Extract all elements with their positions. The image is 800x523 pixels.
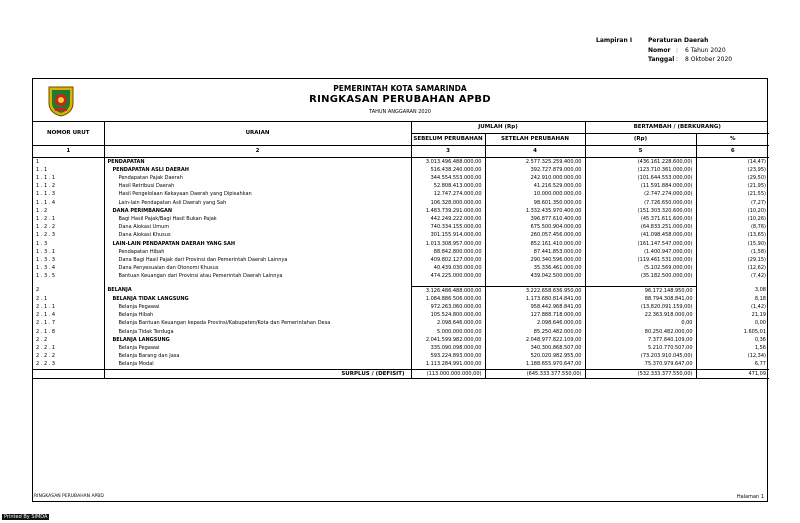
row-selisih: (119.461.531.000,00) [585,256,696,264]
row-setelah: 35.336.461.000,00 [485,264,585,272]
table-row [33,166,769,174]
row-uraian: Hasil Retribusi Daerah [104,182,411,190]
row-setelah: 41.216.529.000,00 [485,182,585,190]
row-number: 1 . 1 . 1 [36,174,56,181]
row-pct: 3,08 [696,286,769,295]
row-selisih: (101.644.553.000,00) [585,174,696,182]
row-uraian: Dana Alokasi Umum [104,223,411,231]
col-pct: % [696,133,769,145]
table-row [33,344,769,352]
lampiran-block [596,36,732,65]
row-sebelum: 474.225.000.000,00 [411,272,485,280]
row-sebelum: 88.842.800.000,00 [411,248,485,256]
row-setelah: 98.601.350.000,00 [485,199,585,207]
lampiran-label: Lampiran I [596,37,633,44]
row-number: 2 . 2 . 1 [36,344,56,351]
row-uraian: Bantuan Keuangan dari Provinsi atau Pemerintah Daerah Lainnya [104,272,411,280]
row-setelah: 127.888.718.000,00 [485,311,585,319]
row-pct: (10,26) [696,215,769,223]
table-row [33,264,769,272]
table-row [33,190,769,198]
row-number: 1 . 2 [36,207,48,214]
row-pct: (14,47) [696,157,769,166]
row-uraian: BELANJA [104,286,411,295]
row-pct: (23,95) [696,166,769,174]
surplus-sebelum: (113.000.000.000,00) [411,369,485,378]
row-pct: (12,34) [696,352,769,360]
row-sebelum: 740.334.155.000,00 [411,223,485,231]
row-pct: (29,15) [696,256,769,264]
row-pct: (12,62) [696,264,769,272]
col-nomor: NOMOR URUT [33,122,104,145]
table-row [33,295,769,303]
table-row [33,199,769,207]
row-pct: (29,50) [696,174,769,182]
row-selisih: 75.370.979.647,00 [585,360,696,369]
row-setelah: 2.577.325.259.400,00 [485,157,585,166]
row-sebelum: 442.249.222.000,00 [411,215,485,223]
row-pct: (7,27) [696,199,769,207]
row-sebelum: 2.098.646.000,00 [411,319,485,327]
row-selisih: (123.710.361.000,00) [585,166,696,174]
row-pct: 21,19 [696,311,769,319]
nomor-colon: : [676,46,679,54]
row-setelah: 392.727.879.000,00 [485,166,585,174]
row-pct: 0,36 [696,336,769,344]
row-setelah: 396.877.610.400,00 [485,215,585,223]
row-uraian: Pendapatan Hibah [104,248,411,256]
surplus-setelah: (645.333.377.550,00) [485,369,585,378]
row-uraian: BELANJA TIDAK LANGSUNG [104,295,411,303]
table-row [33,328,769,336]
table-row [33,223,769,231]
row-number: 1 . 2 . 2 [36,224,56,231]
row-sebelum: 3.126.486.488.000,00 [411,286,485,295]
row-uraian: Belanja Modal [104,360,411,369]
row-setelah: 1.332.435.970.400,00 [485,207,585,215]
row-uraian: PENDAPATAN [104,157,411,166]
row-number: 1 . 2 . 3 [36,232,56,239]
row-selisih: (35.182.500.000,00) [585,272,696,280]
table-row [33,319,769,327]
row-selisih: (11.591.884.000,00) [585,182,696,190]
table-row [33,286,769,295]
row-pct: (13,65) [696,231,769,239]
row-pct: (21,95) [696,182,769,190]
table-row [33,248,769,256]
row-number: 1 . 1 . 2 [36,183,56,190]
row-selisih: (7.726.650.000,00) [585,199,696,207]
fiscal-year: TAHUN ANGGARAN 2020 [369,109,431,115]
col-bertambah: BERTAMBAH / (BERKURANG) [585,122,769,133]
table-row [33,303,769,311]
row-number: 1 . 1 [36,166,48,173]
row-setelah: 242.910.000.000,00 [485,174,585,182]
row-number: 2 . 1 . 7 [36,320,56,327]
tanggal-colon: : [676,56,679,63]
nomor-value: 6 Tahun 2020 [685,46,726,54]
table-body [33,157,769,369]
row-uraian: Dana Penyesuaian dan Otonomi Khusus [104,264,411,272]
row-selisih: 80.250.482.000,00 [585,328,696,336]
row-sebelum: 105.524.800.000,00 [411,311,485,319]
row-selisih: 88.794.308.841,00 [585,295,696,303]
row-sebelum: 12.747.274.000,00 [411,190,485,198]
surplus-selisih: (532.333.377.550,00) [585,369,696,378]
report-frame [32,78,768,502]
row-number: 1 . 3 . 5 [36,273,56,280]
row-selisih: (2.747.274.000,00) [585,190,696,198]
row-uraian: DANA PERIMBANGAN [104,207,411,215]
row-sebelum: 40.439.030.000,00 [411,264,485,272]
row-number: 1 . 3 . 4 [36,265,56,272]
surplus-label: SURPLUS / (DEFISIT) [104,369,411,378]
row-pct: (8,76) [696,223,769,231]
row-number: 1 . 2 . 1 [36,215,56,222]
row-setelah: 1.173.680.814.841,00 [485,295,585,303]
table-row [33,157,769,166]
footer-doc-title: RINGKASAN PERUBAHAN APBD [34,494,104,499]
row-number: 2 . 1 . 4 [36,312,56,319]
summary-table [33,122,769,379]
row-sebelum: 5.000.000.000,00 [411,328,485,336]
row-pct: 8,18 [696,295,769,303]
row-pct: 1.605,01 [696,328,769,336]
col-sebelum: SEBELUM PERUBAHAN [411,133,485,145]
row-setelah: 85.250.482.000,00 [485,328,585,336]
row-setelah: 290.340.596.000,00 [485,256,585,264]
table-row [33,240,769,248]
row-sebelum: 516.438.240.000,00 [411,166,485,174]
row-number: 1 [36,158,40,165]
row-uraian: Lain-lain Pendapatan Asli Daerah yang Sah [104,199,411,207]
row-number: 2 . 1 . 1 [36,303,56,310]
row-uraian: Belanja Barang dan Jasa [104,352,411,360]
nomor-label: Nomor [648,46,671,54]
row-selisih: (5.102.569.000,00) [585,264,696,272]
row-uraian: LAIN-LAIN PENDAPATAN DAERAH YANG SAH [104,240,411,248]
row-sebelum: 301.155.914.000,00 [411,231,485,239]
row-sebelum: 1.013.308.957.000,00 [411,240,485,248]
row-sebelum: 335.090.098.000,00 [411,344,485,352]
row-number: 1 . 1 . 4 [36,199,56,206]
row-number: 1 . 1 . 3 [36,191,56,198]
row-number: 2 . 1 . 8 [36,328,56,335]
surplus-pct: 471,09 [696,369,769,378]
row-sebelum: 3.013.496.488.000,00 [411,157,485,166]
row-selisih: (64.833.251.000,00) [585,223,696,231]
row-setelah: 3.222.658.636.950,00 [485,286,585,295]
row-sebelum: 1.113.284.991.000,00 [411,360,485,369]
row-pct: 0,00 [696,319,769,327]
row-selisih: (41.098.458.000,00) [585,231,696,239]
row-selisih: 5.210.770.507,00 [585,344,696,352]
row-pct: (7,42) [696,272,769,280]
row-sebelum: 344.554.553.000,00 [411,174,485,182]
row-number: 1 . 3 . 1 [36,248,56,255]
row-selisih: (73.203.910.045,00) [585,352,696,360]
row-sebelum: 593.224.893.000,00 [411,352,485,360]
table-row [33,174,769,182]
row-uraian: Bagi Hasil Pajak/Bagi Hasil Bukan Pajak [104,215,411,223]
row-selisih: 0,00 [585,319,696,327]
row-selisih: (1.400.947.000,00) [585,248,696,256]
row-selisih: (13.820.091.159,00) [585,303,696,311]
row-setelah: 958.442.968.841,00 [485,303,585,311]
row-uraian: Belanja Pegawai [104,344,411,352]
row-sebelum: 1.483.739.291.000,00 [411,207,485,215]
row-setelah: 2.098.646.000,00 [485,319,585,327]
row-setelah: 87.441.853.000,00 [485,248,585,256]
row-sebelum: 409.802.127.000,00 [411,256,485,264]
row-uraian: BELANJA LANGSUNG [104,336,411,344]
row-selisih: (151.303.320.600,00) [585,207,696,215]
row-sebelum: 1.084.886.506.000,00 [411,295,485,303]
row-uraian: PENDAPATAN ASLI DAERAH [104,166,411,174]
row-selisih: 7.377.840.109,00 [585,336,696,344]
col-jumlah: JUMLAH (Rp) [411,122,585,133]
row-pct: (1,58) [696,248,769,256]
row-setelah: 852.161.410.000,00 [485,240,585,248]
col-rp: (Rp) [585,133,696,145]
table-row [33,207,769,215]
table-row [33,352,769,360]
row-number: 2 . 2 . 3 [36,361,56,368]
row-number: 2 [36,287,40,294]
row-pct: (1,42) [696,303,769,311]
row-sebelum: 106.328.000.000,00 [411,199,485,207]
row-number: 2 . 2 . 2 [36,353,56,360]
row-selisih: 22.363.918.000,00 [585,311,696,319]
row-uraian: Hasil Pengelolaan Kekayaan Daerah yang Dipisahkan [104,190,411,198]
row-uraian: Belanja Tidak Terduga [104,328,411,336]
table-row [33,311,769,319]
gov-name: PEMERINTAH KOTA SAMARINDA [333,84,467,93]
row-uraian: Dana Bagi Hasil Pajak dari Provinsi dan Pemerintah Daerah Lainnya [104,256,411,264]
row-uraian: Belanja Bantuan Keuangan kepada Provinsi/Kabupaten/Kota dan Pemerintahan Desa [104,319,411,327]
row-setelah: 675.500.904.000,00 [485,223,585,231]
row-pct: 6,77 [696,360,769,369]
row-selisih: 96.172.148.950,00 [585,286,696,295]
page-title: RINGKASAN PERUBAHAN APBD [309,94,491,105]
tanggal-label: Tanggal [648,56,675,63]
column-numbers-row: 1 2 3 4 5 6 [33,145,769,157]
row-sebelum: 2.041.599.982.000,00 [411,336,485,344]
table-row [33,272,769,280]
table-row [33,256,769,264]
row-uraian: Pendapatan Pajak Daerah [104,174,411,182]
row-number: 2 . 1 [36,295,48,302]
row-setelah: 260.057.456.000,00 [485,231,585,239]
row-uraian: Dana Alokasi Khusus [104,231,411,239]
table-row [33,182,769,190]
row-pct: (21,55) [696,190,769,198]
row-setelah: 10.000.000.000,00 [485,190,585,198]
row-pct: (10,20) [696,207,769,215]
page-number: Halaman 1 [736,494,764,500]
row-number: 1 . 3 [36,240,48,247]
row-pct: 1,56 [696,344,769,352]
row-pct: (15,90) [696,240,769,248]
row-selisih: (436.161.228.600,00) [585,157,696,166]
row-setelah: 2.048.977.822.109,00 [485,336,585,344]
row-uraian: Belanja Hibah [104,311,411,319]
row-setelah: 340.300.868.507,00 [485,344,585,352]
report-header [33,79,767,122]
table-row [33,360,769,369]
printed-by: Printed By SIMDA [4,514,48,520]
surplus-row [33,369,769,378]
lampiran-doc: Peraturan Daerah [648,37,709,44]
col-uraian: URAIAN [104,122,411,145]
row-number: 2 . 2 [36,336,48,343]
row-setelah: 520.020.982.955,00 [485,352,585,360]
row-setelah: 439.042.500.000,00 [485,272,585,280]
tanggal-value: 8 Oktober 2020 [685,56,733,63]
row-setelah: 1.188.655.970.647,00 [485,360,585,369]
col-setelah: SETELAH PERUBAHAN [485,133,585,145]
row-selisih: (45.371.611.600,00) [585,215,696,223]
row-uraian: Belanja Pegawai [104,303,411,311]
row-sebelum: 972.263.060.000,00 [411,303,485,311]
row-selisih: (161.147.547.000,00) [585,240,696,248]
table-row [33,215,769,223]
row-number: 1 . 3 . 3 [36,256,56,263]
table-row [33,231,769,239]
row-sebelum: 52.808.413.000,00 [411,182,485,190]
table-row [33,336,769,344]
